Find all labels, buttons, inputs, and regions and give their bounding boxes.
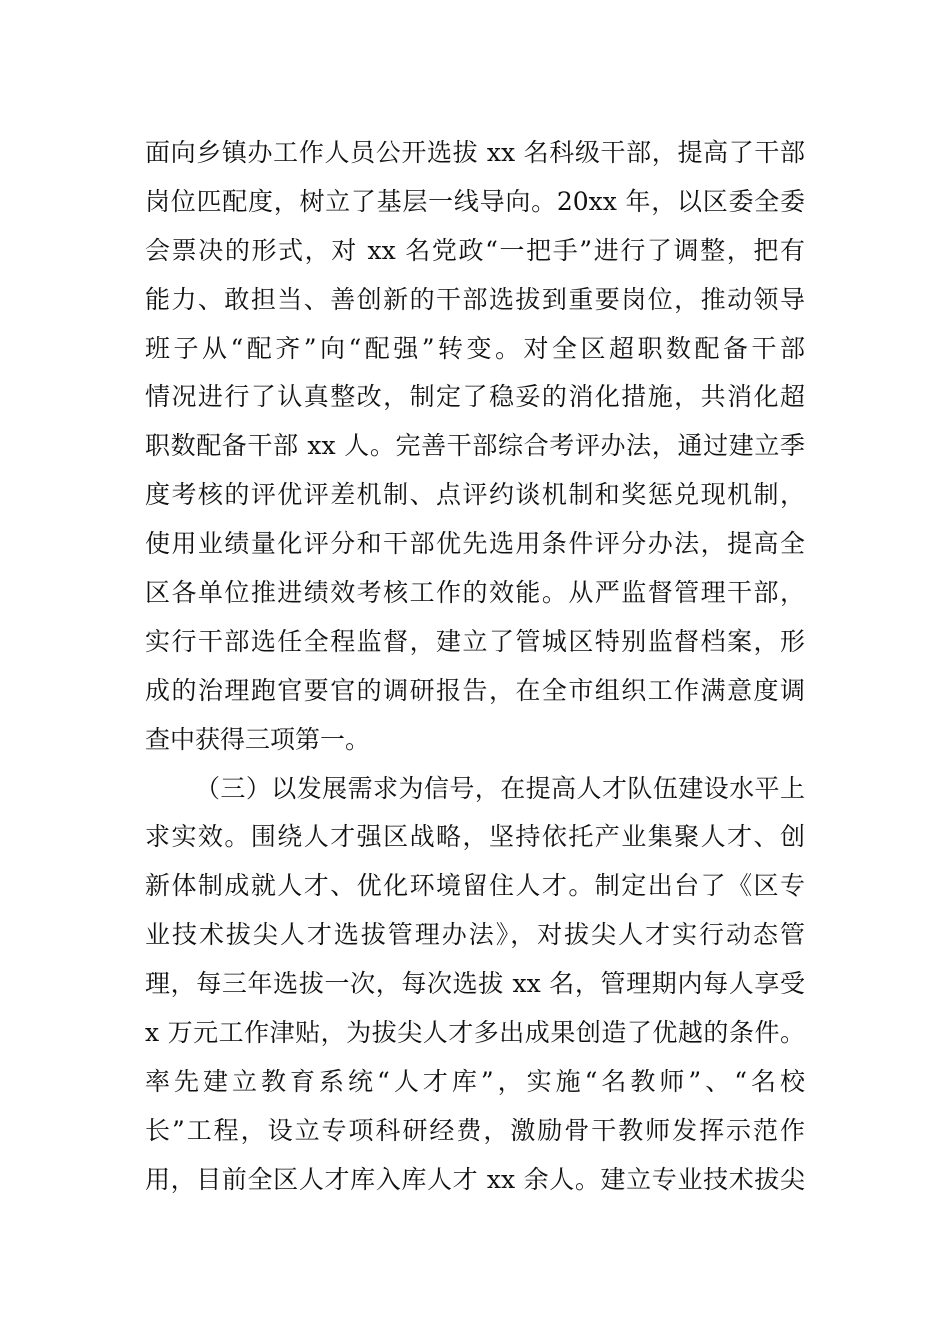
paragraph-end-line: 查中获得三项第一。	[145, 724, 371, 754]
section-heading-line: （三）以发展需求为信号，在提高人才队伍建设水平上	[195, 773, 805, 803]
text-line: 求实效。围绕人才强区战略，坚持依托产业集聚人才、创	[145, 822, 805, 852]
text-line: 面向乡镇办工作人员公开选拔 xx 名科级干部，提高了干部	[145, 138, 805, 167]
text-line: 使用业绩量化评分和干部优先选用条件评分办法，提高全	[145, 529, 805, 559]
text-line: 长”工程，设立专项科研经费，激励骨干教师发挥示范作	[145, 1115, 805, 1145]
text-line: 能力、敢担当、善创新的干部选拔到重要岗位，推动领导	[145, 284, 805, 314]
text-line: 理，每三年选拔一次，每次选拔 xx 名，管理期内每人享受	[145, 969, 805, 999]
text-line: 岗位匹配度，树立了基层一线导向。20xx 年，以区委全委	[145, 186, 805, 216]
text-line: 职数配备干部 xx 人。完善干部综合考评办法，通过建立季	[145, 431, 805, 461]
text-line: 用，目前全区人才库入库人才 xx 余人。建立专业技术拔尖	[145, 1164, 805, 1194]
text-line: 区各单位推进绩效考核工作的效能。从严监督管理干部，	[145, 578, 805, 608]
text-line: 成的治理跑官要官的调研报告，在全市组织工作满意度调	[145, 675, 805, 705]
text-line: x 万元工作津贴，为拔尖人才多出成果创造了优越的条件。	[145, 1018, 805, 1048]
text-line: 新体制成就人才、优化环境留住人才。制定出台了《区专	[145, 871, 805, 901]
text-line: 业技术拔尖人才选拔管理办法》，对拔尖人才实行动态管	[145, 920, 805, 950]
text-line: 会票决的形式，对 xx 名党政“一把手”进行了调整，把有	[145, 235, 805, 265]
body-text	[145, 129, 805, 1205]
text-line: 率先建立教育系统“人才库”，实施“名教师”、“名校	[145, 1066, 805, 1096]
text-line: 班子从“配齐”向“配强”转变。对全区超职数配备干部	[145, 333, 805, 363]
text-line: 度考核的评优评差机制、点评约谈机制和奖惩兑现机制，	[145, 480, 805, 510]
text-line: 情况进行了认真整改，制定了稳妥的消化措施，共消化超	[145, 382, 805, 412]
text-line: 实行干部选任全程监督，建立了管城区特别监督档案，形	[145, 626, 805, 656]
